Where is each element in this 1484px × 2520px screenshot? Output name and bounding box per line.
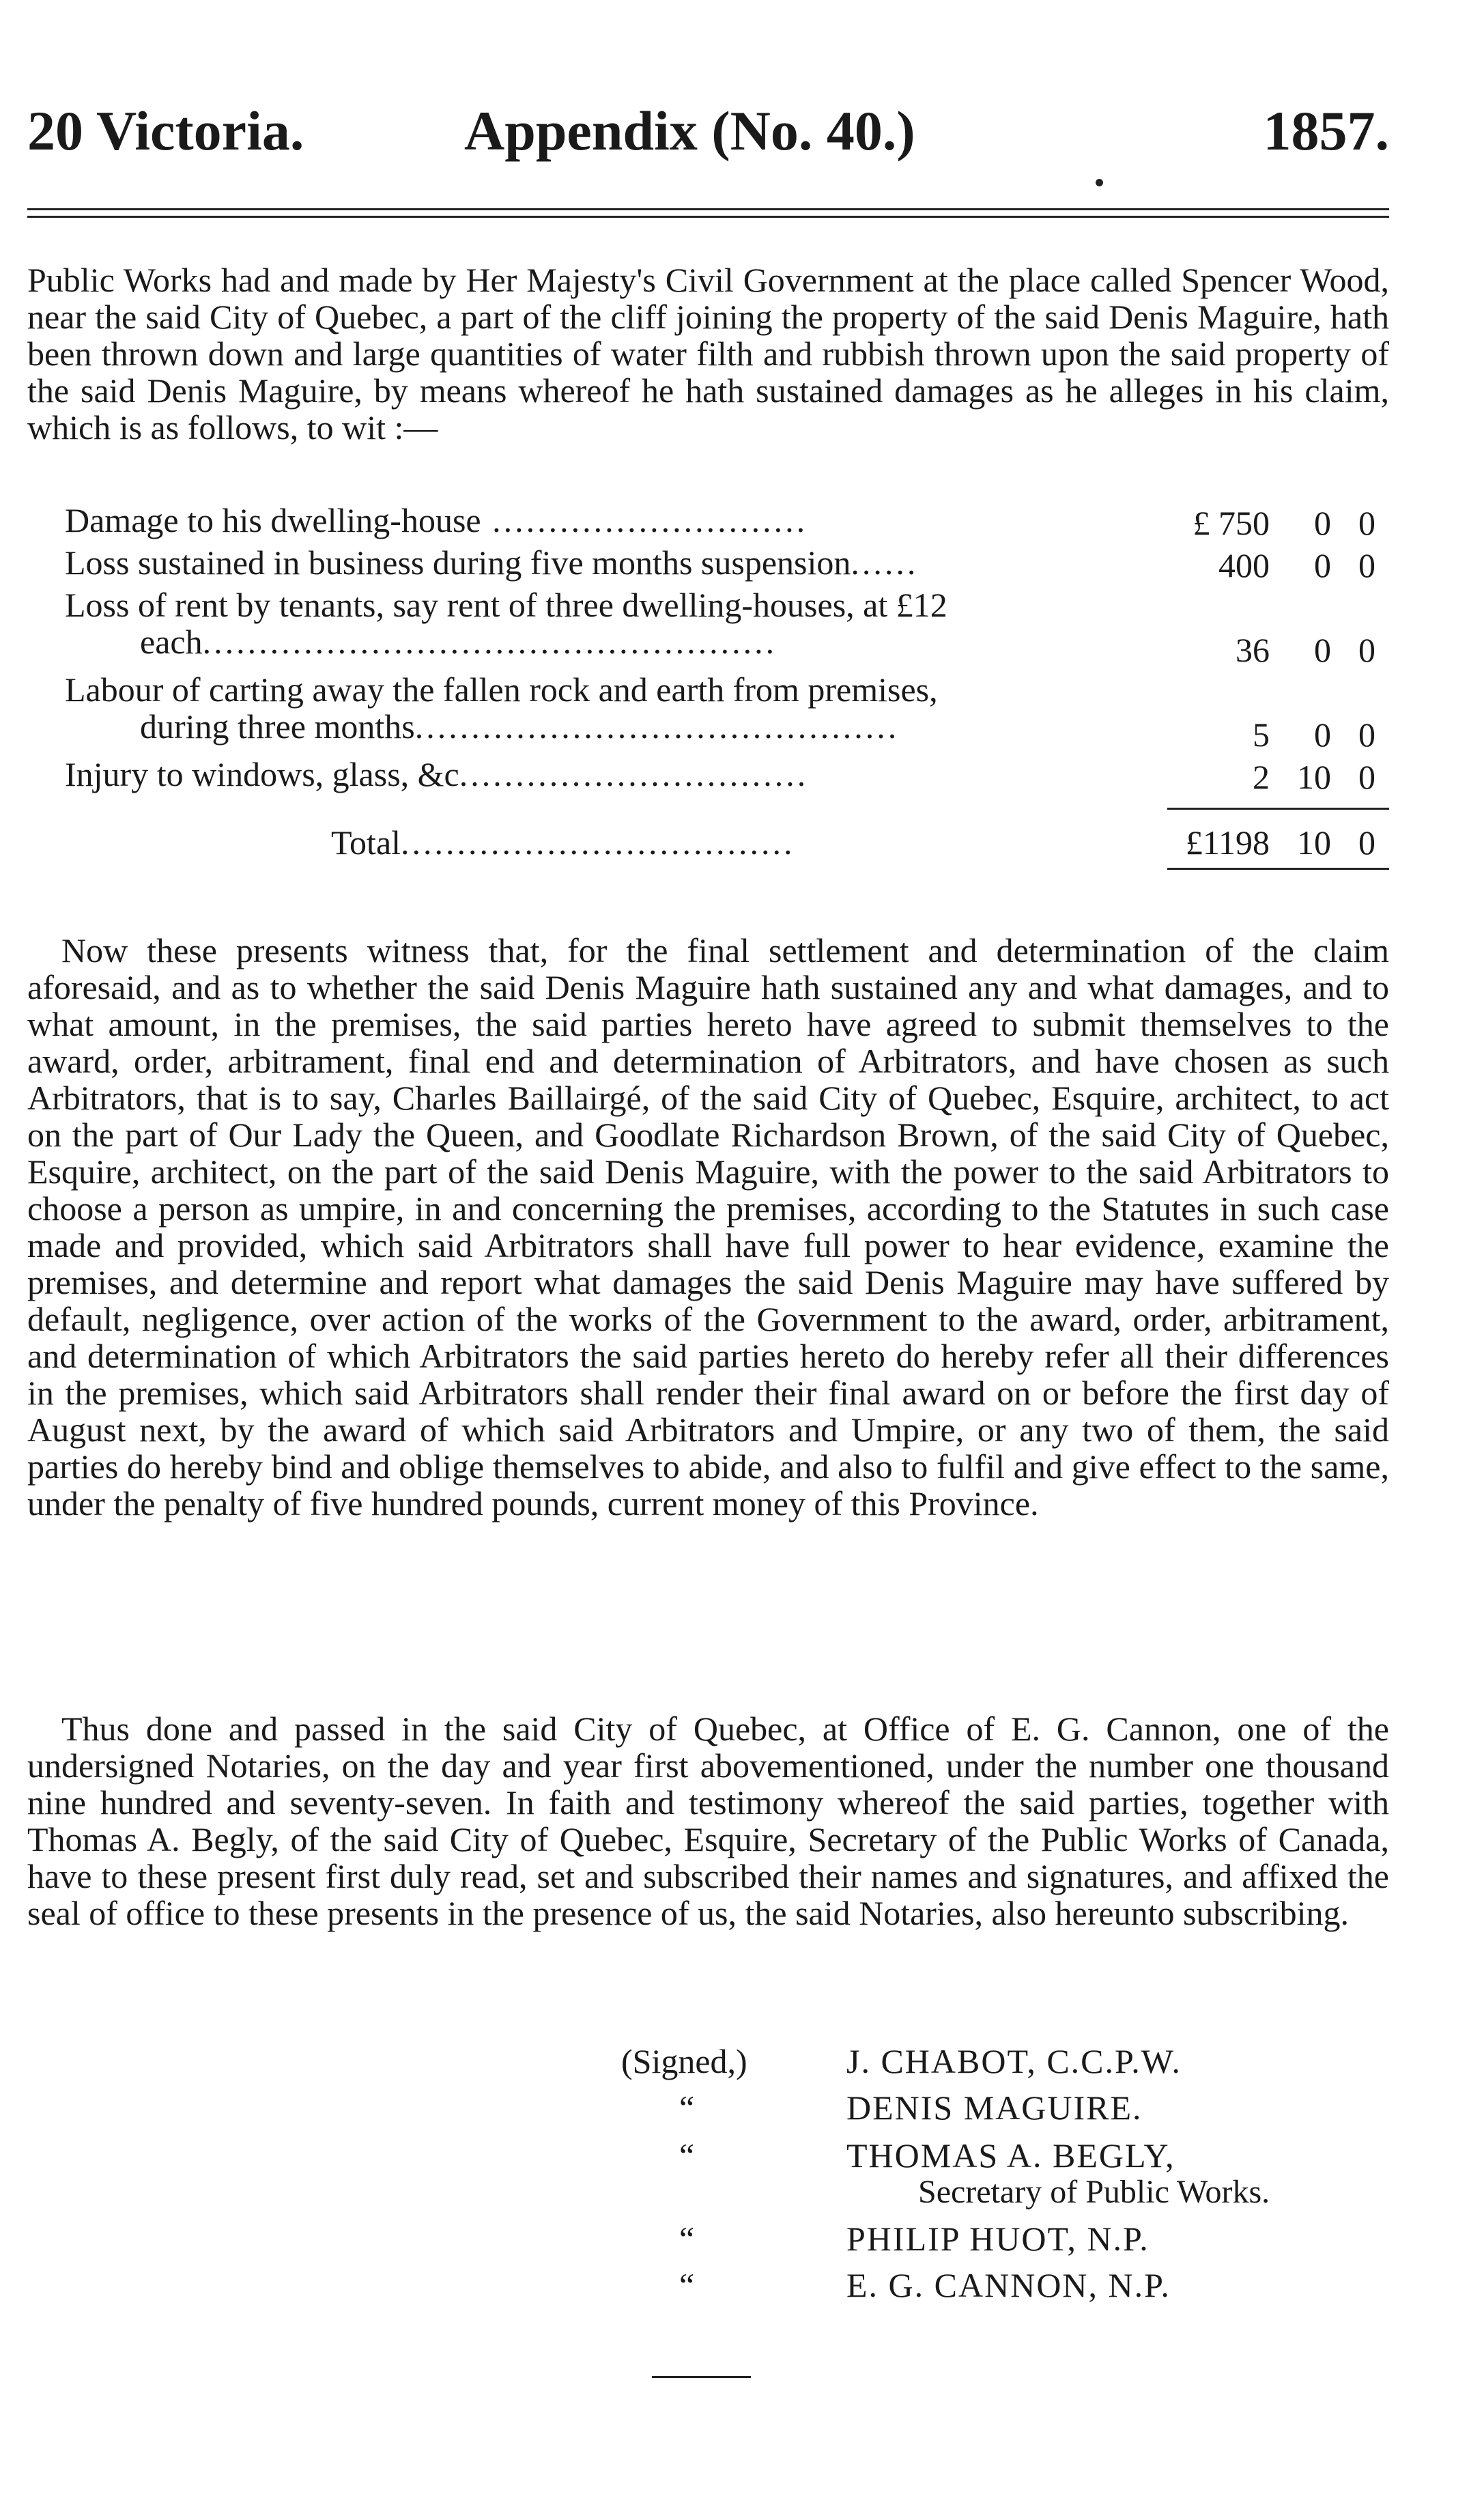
total-shillings: 10	[1297, 823, 1331, 862]
leader-dots: ...........................................	[414, 707, 900, 746]
claim-row	[27, 544, 1389, 586]
ink-dot	[1096, 179, 1103, 186]
total-pence: 0	[1358, 823, 1375, 862]
total-rule-wrap-bottom	[27, 864, 1389, 877]
claim-pence: 0	[1358, 716, 1375, 754]
claim-pence: 0	[1358, 631, 1375, 669]
intro-paragraph-block	[27, 261, 1389, 446]
signed-label: (Signed,)	[621, 2042, 747, 2080]
claim-description: Loss of rent by tenants, say rent of three dwelling-houses, at £12	[65, 586, 947, 624]
signature-row	[27, 2219, 1389, 2259]
signatory-name: DENIS MAGUIRE.	[846, 2089, 1143, 2127]
signature-row	[27, 2041, 1389, 2081]
year-label: 1857.	[1263, 100, 1389, 162]
claim-pounds: 400	[1218, 546, 1270, 584]
claim-pounds: 36	[1236, 631, 1270, 669]
claim-description-cont: during three months	[140, 707, 415, 746]
header-rule-top	[27, 208, 1389, 210]
total-row	[27, 816, 1389, 864]
claim-shillings: 0	[1314, 504, 1331, 542]
total-rule-bottom	[1167, 868, 1389, 870]
ditto-mark: “	[679, 2220, 695, 2258]
claim-row	[27, 502, 1389, 544]
testimony-paragraph-block	[27, 1710, 1389, 1931]
award-paragraph: Now these presents witness that, for the final settlement and determination of the claim aforesaid, and as to whether the said Denis Maguire hath sustained any and what damages, and to what amount, in the premises, the said parties hereto have agreed to submit themselves to the award, order, arbitrament, final end and determination of Arbitrators, and have chosen as such Arbitrators, that is to say, Charles Baillairgé, of the said City of Quebec, Esquire, architect, to act on the part of Our Lady the Queen, and Goodlate Richardson Brown, of the said City of Quebec, Esquire, architect, on the part of the said Denis Maguire, with the power to the said Arbitrators to choose a person as umpire, in and concerning the premises, according to the Statutes in such case made and provided, which said Arbitrators shall have full power to hear evidence, examine the premises, and determine and report what damages the said Denis Maguire may have suffered by default, negligence, over action of the works of the Government to the award, order, arbitrament, and determination of which Arbitrators the said parties hereto do hereby refer all their differences in the premises, which said Arbitrators shall render their final award on or before the first day of August next, by the award of which said Arbitrators and Umpire, or any two of them, the said parties do hereby bind and oblige themselves to abide, and also to fulfil and give effect to the same, under the penalty of five hundred pounds, current money of this Province.	[27, 931, 1389, 1523]
signature-row	[27, 2136, 1389, 2175]
signatory-name: J. CHABOT, C.C.P.W.	[846, 2042, 1182, 2080]
signature-row	[27, 2088, 1389, 2127]
signatory-title: Secretary of Public Works.	[918, 2174, 1270, 2210]
page-header	[27, 99, 1389, 164]
claim-description-cont: each	[140, 623, 203, 661]
signature-row	[27, 2265, 1389, 2305]
claim-shillings: 0	[1314, 546, 1331, 584]
claims-table	[27, 502, 1389, 877]
total-rule-wrap	[27, 798, 1389, 816]
leader-dots: ......	[851, 543, 919, 582]
claim-pence: 0	[1358, 546, 1375, 584]
total-pounds: £1198	[1185, 823, 1270, 862]
total-label: Total	[331, 823, 401, 862]
claim-description: Labour of carting away the fallen rock and earth from premises,	[65, 670, 938, 709]
signatory-name: THOMAS A. BEGLY,	[846, 2136, 1175, 2175]
claim-shillings: 0	[1314, 631, 1331, 669]
signatory-name: PHILIP HUOT, N.P.	[846, 2220, 1150, 2258]
claim-description: Damage to his dwelling-house	[65, 501, 481, 539]
claim-shillings: 0	[1314, 716, 1331, 754]
claim-pounds: 5	[1253, 716, 1270, 754]
signatory-name: E. G. CANNON, N.P.	[846, 2266, 1171, 2304]
total-rule-top	[1167, 808, 1389, 810]
claim-description: Injury to windows, glass, &c	[65, 755, 459, 793]
leader-dots: ...................................................	[202, 623, 777, 661]
award-paragraph-block	[27, 932, 1389, 1522]
leader-dots: ............................	[481, 501, 808, 539]
ditto-mark: “	[679, 2089, 695, 2127]
intro-paragraph: Public Works had and made by Her Majesty's Civil Government at the place called Spencer Wood, near the said City of Quebec, a part of the cliff joining the property of the said Denis Maguire, hath been thrown down and large quantities of water filth and rubbish thrown upon the said property of the said Denis Maguire, by means whereof he hath sustained damages as he alleges in his claim, which is as follows, to wit :—	[27, 261, 1389, 447]
claim-pounds: 2	[1253, 758, 1270, 796]
claim-pence: 0	[1358, 758, 1375, 796]
claim-row	[27, 756, 1389, 798]
claim-shillings: 10	[1297, 758, 1331, 796]
appendix-title: Appendix (No. 40.)	[464, 100, 915, 162]
ditto-mark: “	[679, 2136, 695, 2175]
leader-dots: ...............................	[459, 755, 809, 793]
claim-description: Loss sustained in business during five months suspension	[65, 543, 851, 582]
claim-row	[27, 671, 1389, 756]
claim-row	[27, 586, 1389, 671]
leader-dots: ...................................	[401, 823, 795, 862]
testimony-paragraph: Thus done and passed in the said City of Quebec, at Office of E. G. Cannon, one of the undersigned Notaries, on the day and year first abovementioned, under the number one thousand nine hundred and seventy-seven. In faith and testimony whereof the said parties, together with Thomas A. Begly, of the said City of Quebec, Esquire, Secretary of the Public Works of Canada, have to these present first duly read, set and subscribed their names and signatures, and affixed the seal of office to these presents in the presence of us, the said Notaries, also hereunto subscribing.	[27, 1710, 1389, 1932]
ditto-mark: “	[679, 2266, 695, 2304]
claim-pence: 0	[1358, 504, 1375, 542]
header-rule-bottom	[27, 216, 1389, 218]
claim-pounds: £ 750	[1193, 504, 1270, 542]
closing-rule	[652, 2376, 751, 2378]
session-label: 20 Victoria.	[27, 100, 304, 162]
